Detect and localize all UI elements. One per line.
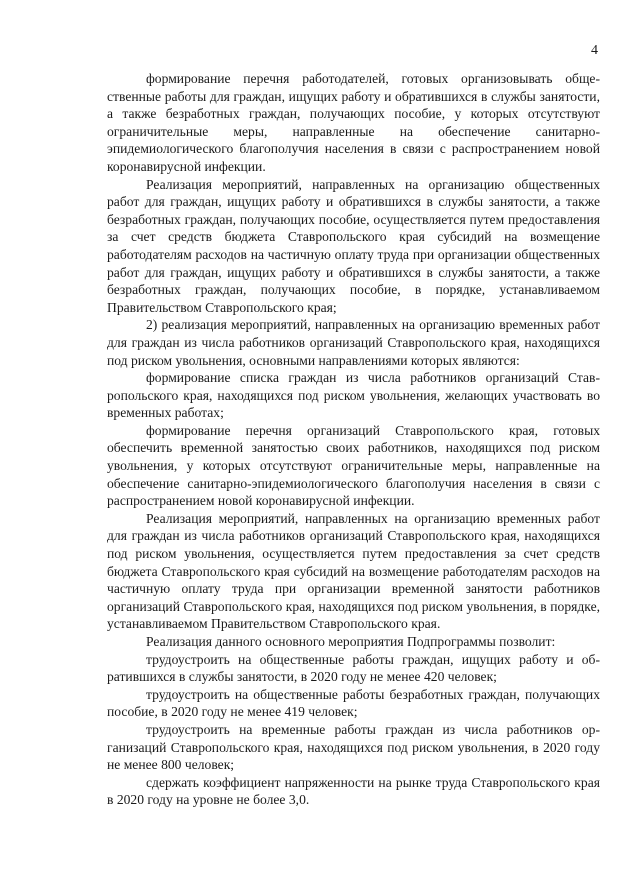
paragraph: трудоустроить на общественные работы безработных граждан, получающих пособие, в 2020 году не менее 419 человек; xyxy=(107,686,600,720)
page-number: 4 xyxy=(591,43,598,58)
paragraph: Реализация мероприятий, направленных на организацию общественных работ для граждан, ищущих работу и обратившихся в службы занятости, а также безработных граждан, получающих пособие, осуществляется путем предоставления за счет средств бюджета Ставропольского края субсидий на возмещение работодателям расходов на частичную оплату труда при организации общественных работ для граждан, ищущих работу и обратившихся в службы занятости, а также безработных граждан, получающих пособие, в порядке, устанавливаемом Правительством Ставропольского края; xyxy=(107,176,600,315)
paragraph: формирование списка граждан из числа работников организаций Ставропольского края, находящихся под риском увольнения, желающих участвовать во временных работах; xyxy=(107,370,600,421)
paragraph: Реализация мероприятий, направленных на организацию временных работ для граждан из числа работников организаций Ставропольского края, находящихся под риском увольнения, осуществляется путем предоставления за счет средств бюджета Ставропольского края субсидий на возмещение работодателям расходов на частичную оплату труда при организации временной занятости работников организаций Ставропольского края, находящихся под риском увольнения, в порядке, устанавливаемом Правительством Ставропольского края. xyxy=(107,510,600,632)
paragraph: формирование перечня организаций Ставропольского края, готовых обеспечить временной занятостью своих работников, находящихся под риском увольнения, у которых отсутствуют ограничительные меры, направленные на обеспечение санитарно-эпидемиологического благополучия населения в связи с распространением новой коронавирусной инфекции. xyxy=(107,422,600,509)
paragraph: Реализация данного основного мероприятия Подпрограммы позволит: xyxy=(146,634,556,649)
paragraph: формирование перечня работодателей, готовых организовывать общественные работы для граждан, ищущих работу и обратившихся в службы занятости, а также безработных граждан, получающих пособие, у которых отсутствуют ограничительные меры, направленные на обеспечение санитарно-эпидемиологического благополучия населения в связи с распространением новой коронавирусной инфекции. xyxy=(107,71,600,174)
paragraph: сдержать коэффициент напряженности на рынке труда Ставропольского края в 2020 году на уровне не более 3,0. xyxy=(107,774,600,808)
paragraph: трудоустроить на временные работы граждан из числа работников организаций Ставропольского края, находящихся под риском увольнения, в 2020 году не менее 800 человек; xyxy=(107,721,600,773)
paragraph: 2) реализация мероприятий, направленных на организацию временных работ для граждан из числа работников организаций Ставропольского края, находящихся под риском увольнения, основными направлениями которых являются: xyxy=(107,317,600,368)
document-body xyxy=(107,70,600,809)
paragraph: трудоустроить на общественные работы граждан, ищущих работу и обратившихся в службы занятости, в 2020 году не менее 420 человек; xyxy=(107,651,600,685)
